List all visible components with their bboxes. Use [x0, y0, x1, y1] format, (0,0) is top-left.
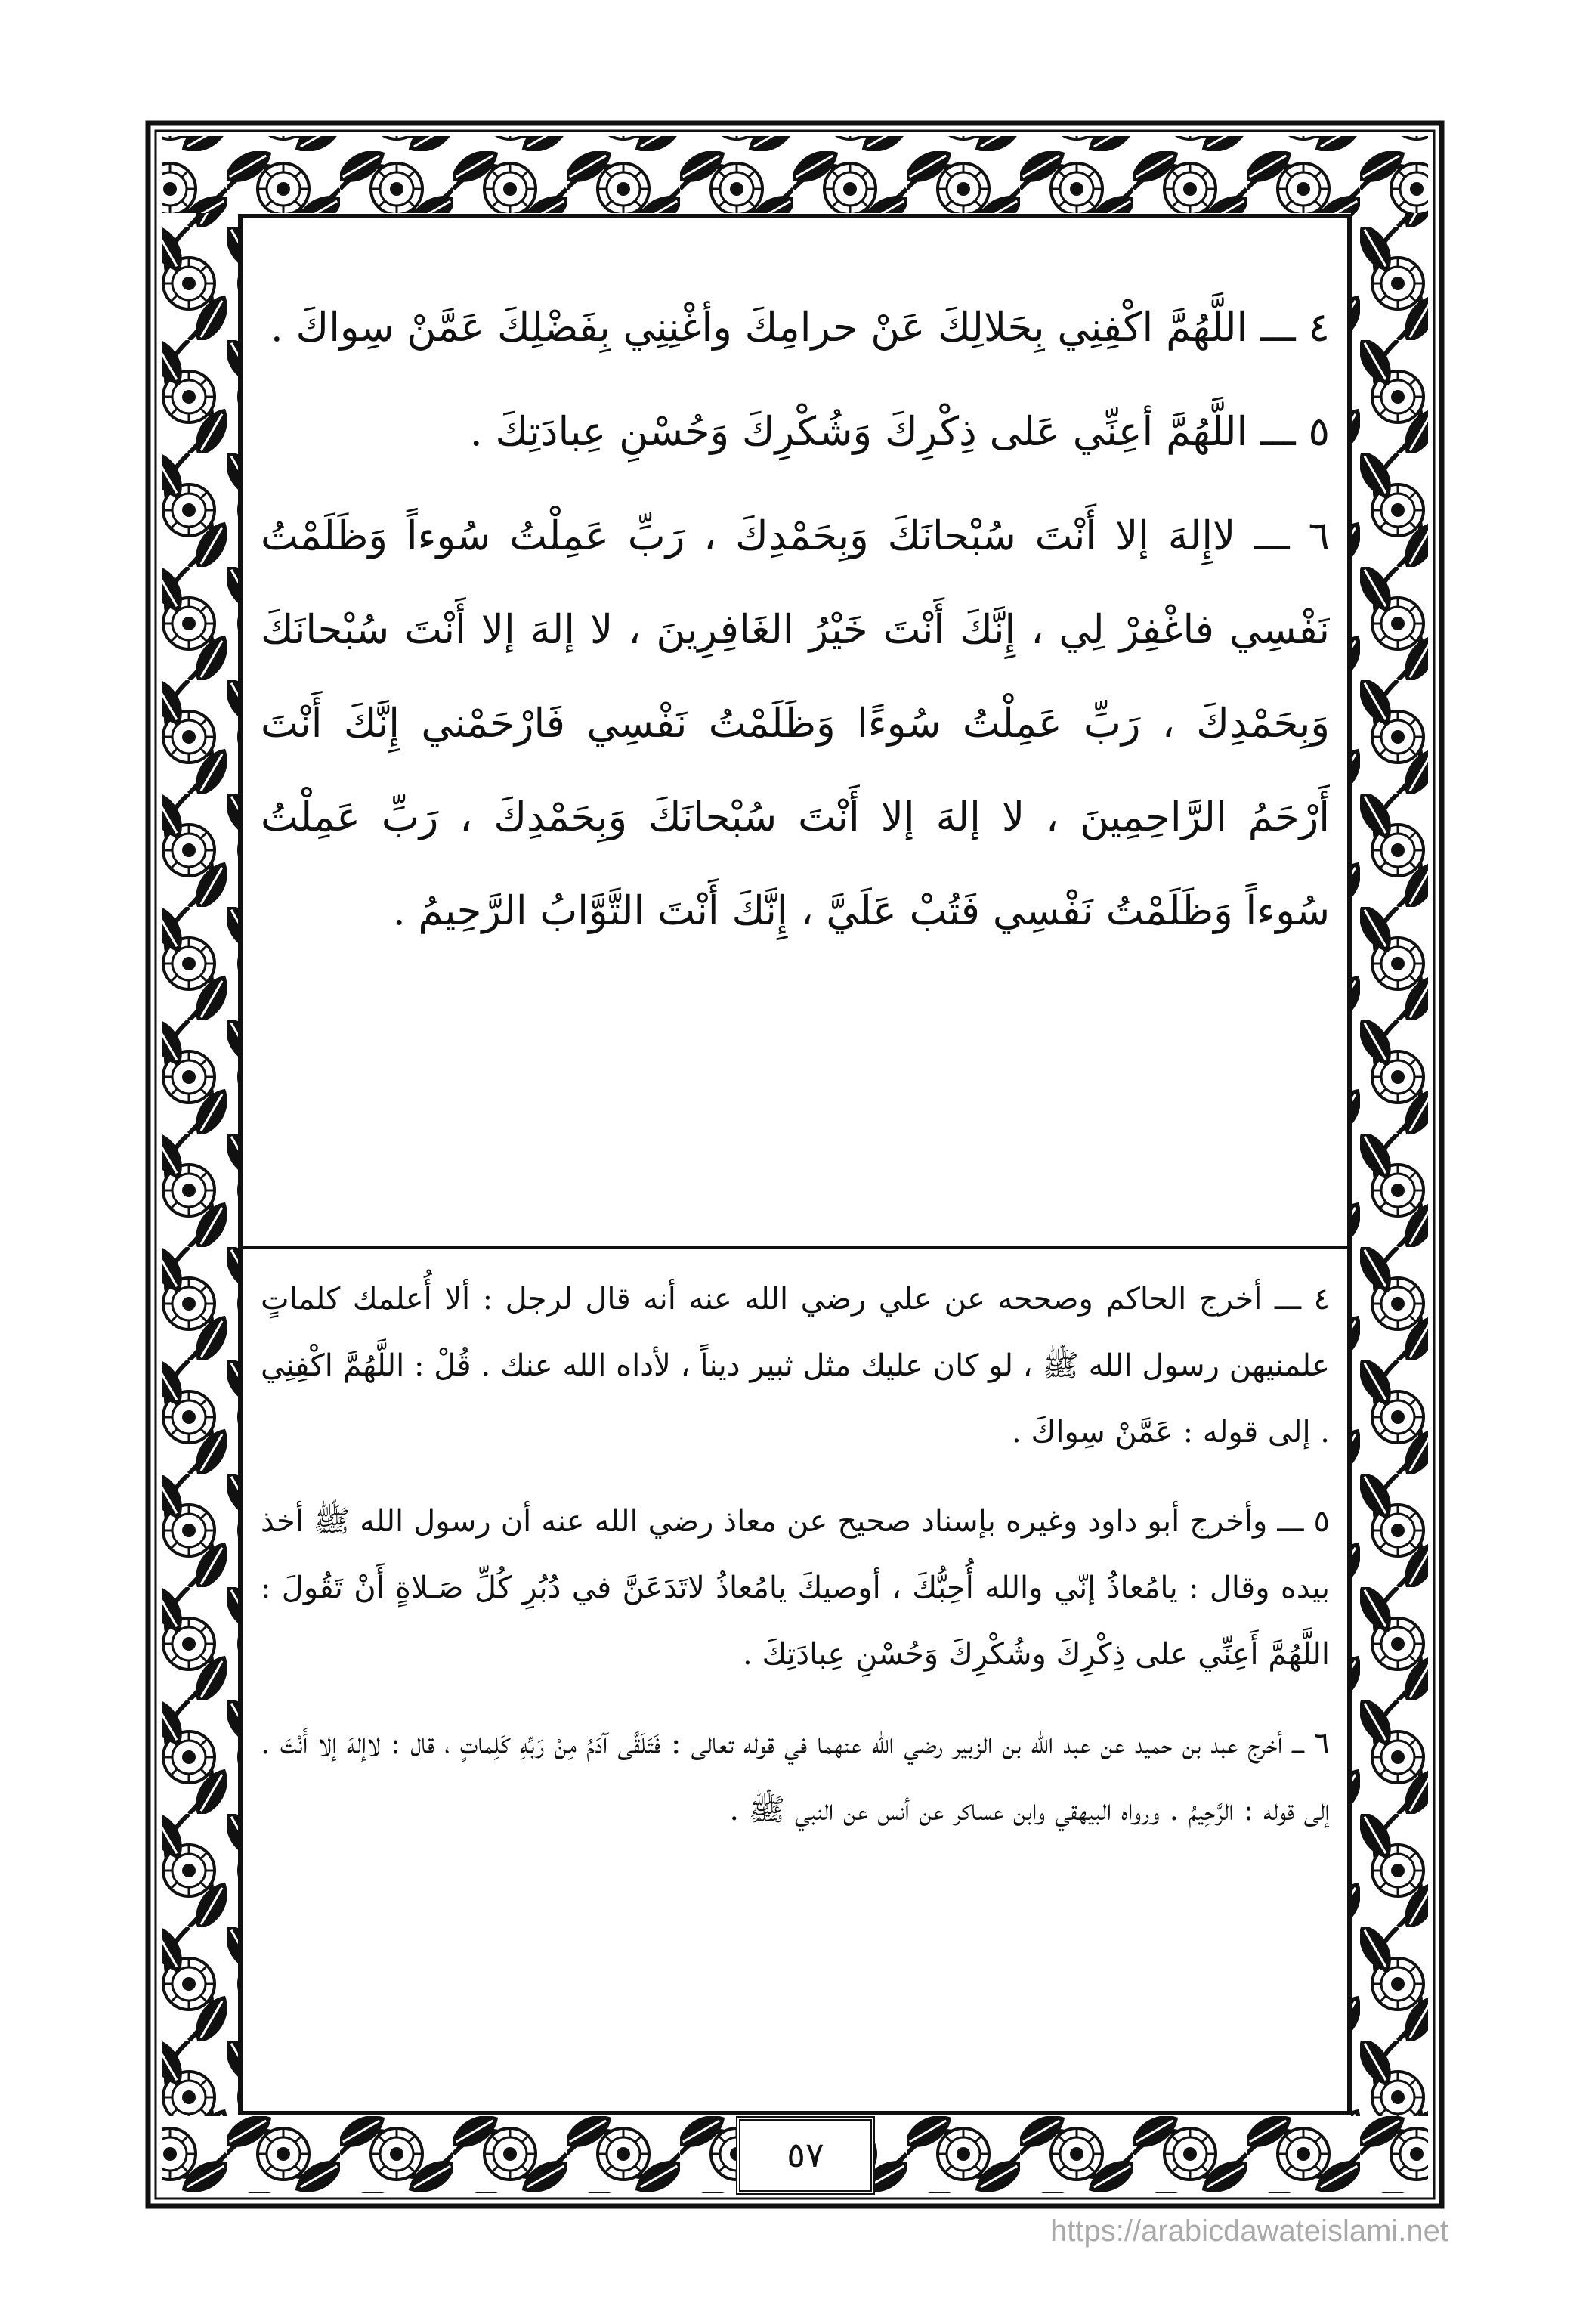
- note-5: ٥ ـــ وأخرج أبو داود وغيره بإسناد صحيح عن معاذ رضي الله عنه أن رسول الله ﷺ أخذ بيده وقال : يامُعاذُ إنّي والله أُحِبُّكَ ، أوصيكَ يامُعاذُ لاتَدَعَنَّ في دُبُرِ كُلِّ صَـلاةٍ أَنْ تَقُولَ : اللَّهُمَّ أَعِنِّي على ذِكْرِكَ وشُكْرِكَ وَحُسْنِ عِبادَتِكَ .: [261, 1504, 1330, 1672]
- prayer-5: ٥ ـــ اللَّهُمَّ أعِنِّي عَلى ذِكْرِكَ وَشُكْرِكَ وَحُسْنِ عِبادَتِكَ .: [469, 409, 1330, 455]
- notes-section: [261, 1266, 1330, 2086]
- note-6: ٦ ـــ أخرج عبد بن حميد عن عبد الله بن الزبير رضي الله عنهما في قوله تعالى : فَتَلَقَّى آدَمُ مِنْ رَبِّهِ كَلِماتٍ ، قال : لاإلهَ إلا أَنْتَ . إلى قوله : الرَّحِيمُ . ورواه البيهقي وابن عساكر عن أنس عن النبي ﷺ .: [261, 1726, 1330, 1827]
- prayers-section: [261, 281, 1330, 1264]
- page-content: [261, 227, 1330, 2086]
- page-number: ٥٧: [736, 2116, 875, 2195]
- watermark-url: https://arabicdawateislami.net: [1050, 2214, 1448, 2248]
- prayer-6: ٦ ـــ لاإِلهَ إلا أَنْتَ سُبْحانَكَ وَبِحَمْدِكَ ، رَبِّ عَمِلْتُ سُوءاً وَظَلَمْتُ نَفْسِي فاغْفِرْ لِي ، إِنَّكَ أَنْتَ خَيْرُ الغَافِرِينَ ، لا إلهَ إلا أَنْتَ سُبْحانَكَ وَبِحَمْدِكَ ، رَبِّ عَمِلْتُ سُوءًا وَظَلَمْتُ نَفْسِي فَارْحَمْني إِنَّكَ أَنْتَ أَرْحَمُ الرَّاحِمِينَ ، لا إلهَ إلا أَنْتَ سُبْحانَكَ وَبِحَمْدِكَ ، رَبِّ عَمِلْتُ سُوءاً وَظَلَمْتُ نَفْسِي فَتُبْ عَلَيَّ ، إِنَّكَ أَنْتَ التَّوَّابُ الرَّحِيمُ .: [261, 513, 1330, 934]
- prayer-4: ٤ ـــ اللَّهُمَّ اكْفِنِي بِحَلالِكَ عَنْ حرامِكَ وأغْنِنِي بِفَضْلِكَ عَمَّنْ سِواكَ .: [270, 305, 1330, 351]
- note-4: ٤ ـــ أخرج الحاكم وصححه عن علي رضي الله عنه أنه قال لرجل : ألا أُعلمك كلماتٍ علمنيهن رسول الله ﷺ ، لو كان عليك مثل ثبير ديناً ، لأداه الله عنك . قُلْ : اللَّهُمَّ اكْفِنِي . إلى قوله : عَمَّنْ سِواكَ .: [261, 1282, 1330, 1450]
